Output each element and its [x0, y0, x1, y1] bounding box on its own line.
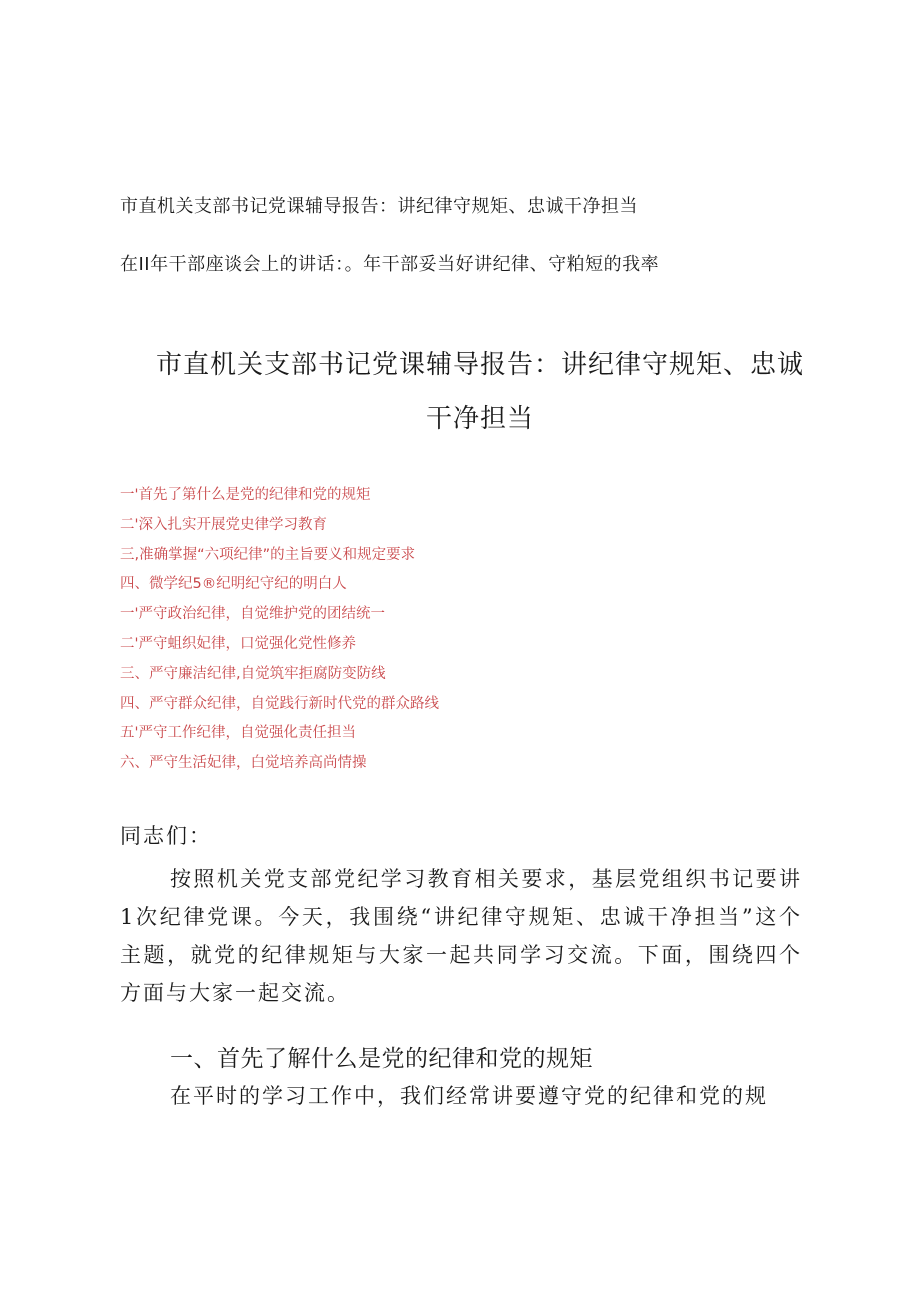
toc-item[interactable]: 六、严守生活妃律，白觉培养高尚情操 — [120, 755, 367, 772]
related-title-1: 市直机关支部书记党课辅导报告：讲纪律守规矩、忠诚干净担当 — [120, 196, 638, 217]
toc-item[interactable]: 四、严守群众纪律，自觉践行新时代党的群众路线 — [120, 695, 439, 712]
body-paragraph-2: 在平时的学习工作中，我们经常讲要遵守党的纪律和党的规 — [170, 1084, 768, 1108]
toc-item[interactable]: 一'严守政治纪律，自觉维护党的团结统一 — [120, 606, 385, 623]
section-heading-1: 一、首先了解什么是党的纪律和党的规矩 — [170, 1046, 593, 1072]
toc-item[interactable]: 三,准确掌握“六项纪律”的主旨要义和规定要求 — [120, 546, 416, 563]
toc-item[interactable]: 一'首先了第什么是党的纪律和党的规矩 — [120, 487, 371, 503]
document-title — [130, 338, 830, 446]
toc-item[interactable]: 二'严守蛆织妃律，口觉强化党性修养 — [120, 635, 356, 652]
document-title-line-1: 市直机关支部书记党课辅导报告：讲纪律守规矩、忠诚 — [155, 350, 804, 380]
table-of-contents — [120, 481, 439, 779]
toc-item[interactable]: 四、微学纪5®纪明纪守纪的明白人 — [120, 576, 347, 593]
toc-item[interactable]: 三、严守廉洁纪律,自觉筑牢拒腐防变防线 — [120, 665, 386, 682]
salutation: 同志们： — [120, 824, 212, 848]
body-paragraph-1: 按照机关党支部党纪学习教育相关要求，基层党组织书记要讲1次纪律党课。今天，我围绕“讲纪律守规矩、忠诚干净担当”这个主题，就党的纪律规矩与大家一起共同学习交流。下面，围绕四个方面与大家一起交流。 — [120, 867, 802, 1005]
toc-item[interactable]: 二'深入扎实开展党史律学习教育 — [120, 516, 327, 533]
document-title-line-2: 干净担当 — [425, 404, 534, 434]
related-title-2: 在II年干部座谈会上的讲话：。年干部妥当好讲纪律、守粕短的我率 — [120, 254, 660, 275]
toc-item[interactable]: 五'严守工作纪律，自觉强化责任担当 — [120, 725, 356, 742]
